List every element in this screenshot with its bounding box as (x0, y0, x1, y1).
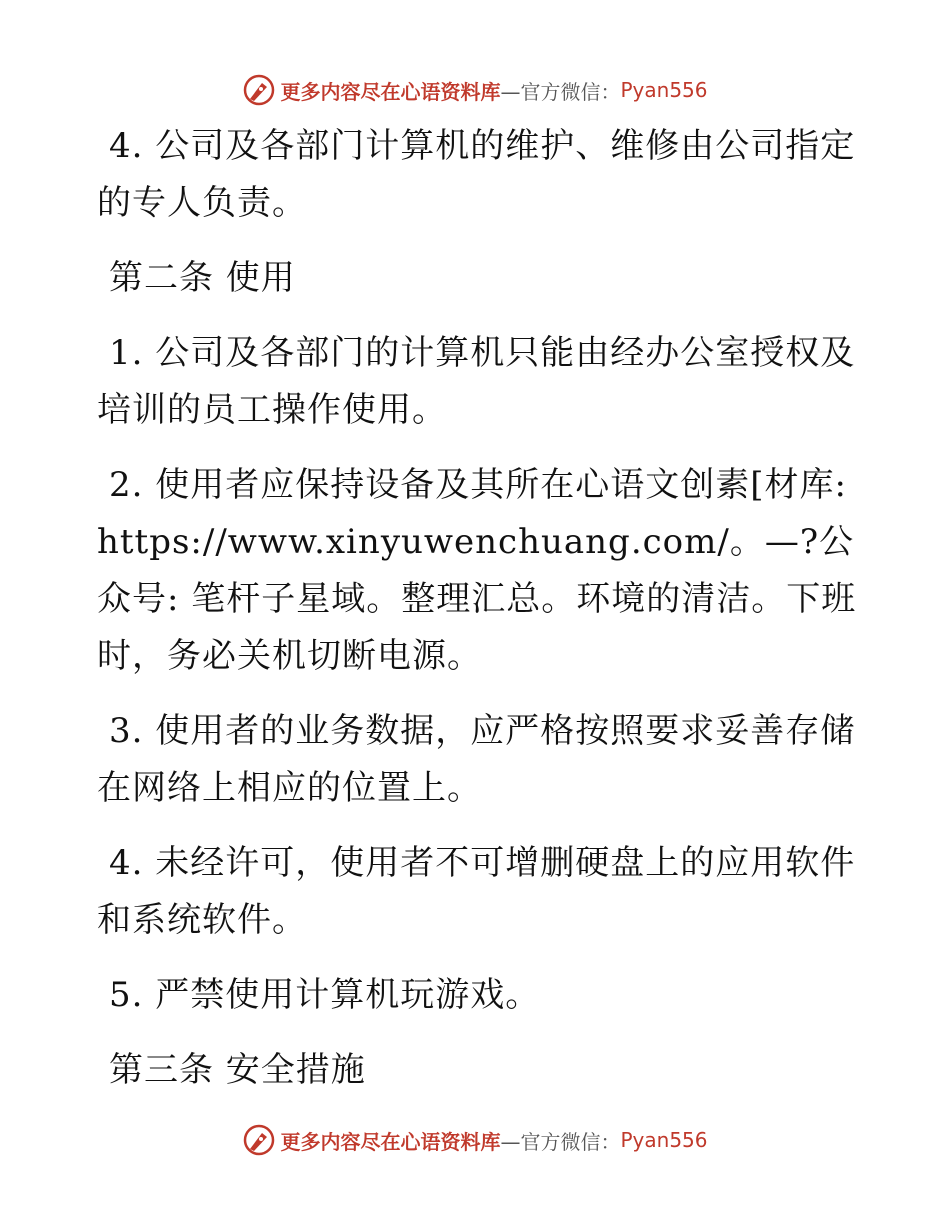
paragraph-item-1-authorized-use: 1. 公司及各部门的计算机只能由经办公室授权及培训的员工操作使用。 (97, 333, 856, 430)
banner-wechat-label: —官方微信： (500, 1129, 621, 1154)
document-body (97, 118, 857, 1117)
banner-wechat-id: Pyan556 (620, 1128, 708, 1152)
header-watermark-banner (0, 70, 950, 110)
paragraph-item-5-no-games: 5. 严禁使用计算机玩游戏。 (109, 975, 541, 1015)
paragraph-item-4-software: 4. 未经许可，使用者不可增删硬盘上的应用软件和系统软件。 (97, 843, 856, 940)
pen-nib-logo-icon (242, 73, 276, 107)
banner-site-text: 更多内容尽在心语资料库 (280, 1129, 501, 1154)
pen-nib-logo-icon (242, 1123, 276, 1157)
banner-wechat-id: Pyan556 (620, 78, 708, 102)
banner-wechat-label: —官方微信： (500, 79, 621, 104)
banner-site-text: 更多内容尽在心语资料库 (280, 79, 501, 104)
section-heading-security: 第三条 安全措施 (109, 1050, 366, 1090)
section-heading-use: 第二条 使用 (109, 258, 296, 298)
paragraph-item-4-maintenance: 4. 公司及各部门计算机的维护、维修由公司指定的专人负责。 (97, 126, 856, 223)
paragraph-item-2-cleanliness: 2. 使用者应保持设备及其所在心语文创素[材库: https://www.xinyuwenchuang.com/。—?公众号: 笔杆子星域。整理汇总。环境的清洁。下班时，务必关机切断电源。 (97, 465, 857, 676)
footer-watermark-banner (0, 1120, 950, 1160)
paragraph-item-3-data-storage: 3. 使用者的业务数据，应严格按照要求妥善存储在网络上相应的位置上。 (97, 711, 856, 808)
